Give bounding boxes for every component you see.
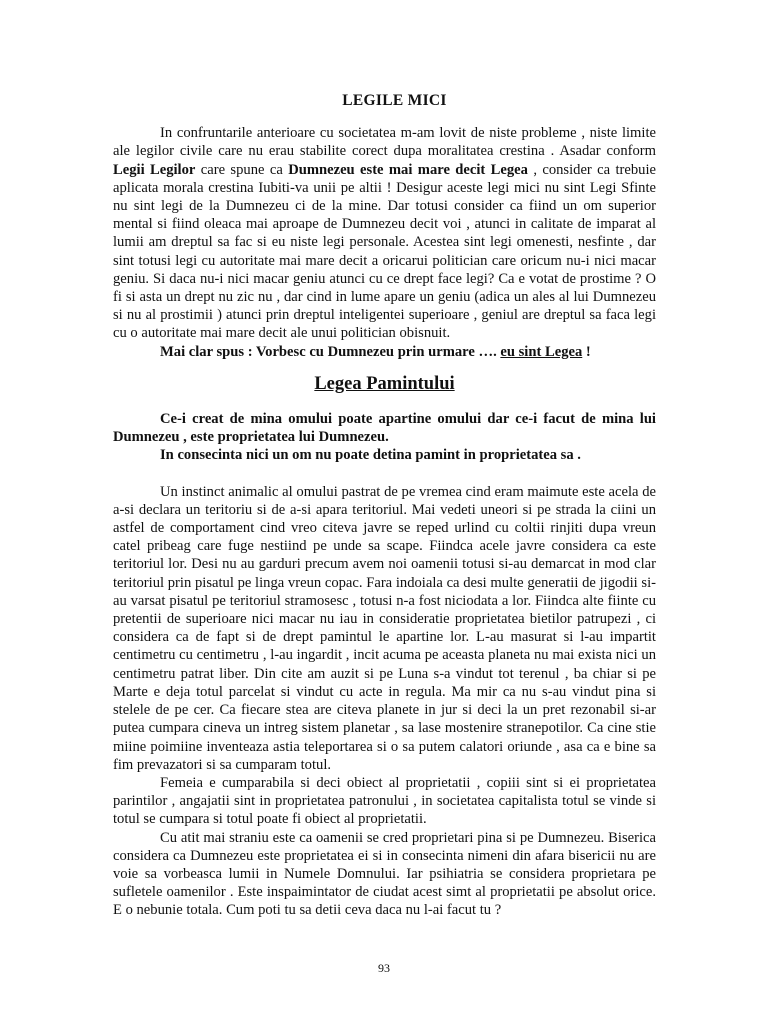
paragraph-intro: [113, 124, 656, 342]
text-run: In confruntarile anterioare cu societatea m-am lovit de niste probleme , niste limite ale legilor civile care nu erau stabilite corect dupa moralitatea crestina . Asadar conform: [113, 125, 656, 160]
text-run: !: [582, 343, 591, 360]
bold-principle: Ce-i creat de mina omului poate apartine omului dar ce-i facut de mina lui Dumnezeu , este proprietatea lui Dumnezeu.: [113, 411, 656, 446]
paragraph-gap: [113, 465, 656, 483]
paragraph-dumnezeu: Cu atit mai straniu este ca oamenii se cred proprietari pina si pe Dumnezeu. Biserica considera ca Dumnezeu este proprietatea ei si in consecinta nimeni din afara bisericii nu are voie sa vorbeasca lumii in Numele Domnului. Iar psihiatria se considera proprietara pe sufletele oamenilor . Este inspaimintator de ciudat acest simt al proprietatii pe absolut orice. E o nebunie totala. Cum poti tu sa detii ceva daca nu l-ai facut tu ?: [113, 829, 656, 919]
page-number: 93: [378, 961, 390, 975]
text-run: Mai clar spus : Vorbesc cu Dumnezeu prin urmare ….: [160, 343, 501, 360]
heading-legea-pamintului: Legea Pamintului: [314, 373, 455, 394]
paragraph-femeia: Femeia e cumparabila si deci obiect al proprietatii , copiii sint si ei proprietatea parintilor , angajatii sint in proprietatea patronului , in societatea capitalista totul se vinde si totul se cumpara si totul poate fi obiect al proprietatii.: [113, 774, 656, 828]
bold-term: Legii Legilor: [113, 161, 196, 178]
paragraph-instinct: Un instinct animalic al omului pastrat de pe vremea cind eram maimute este acela de a-si declara un teritoriu si de a-si apara teritoriul. Mai vedeti uneori si pe strada la ciini un astfel de comportament cind vreo citeva javre se reped urlind cu coltii rinjiti dupa vreun catel pribeag care fuge nestiind pe unde sa scape. Fiindca acele javre considera ca este teritoriul lor. Desi nu au garduri precum avem noi oamenii totusi si-au demarcat in mod clar teritoriul prin pisatul pe linga vreun copac. Fara indoiala ca desi multe generatii de jigodii si-au varsat pisatul pe teritoriul stramosesc , totusi n-a fost niciodata a lor. Fiindca alte fiinte cu pretentii de superioare nici macar nu iau in consideratie proprietatea bietilor patrupezi , ci considera ca de fapt si de drept pamintul le apartine lor. L-au masurat si l-au impartit centimetru cu centimetru , l-au ingardit , incit acuma pe aceasta planeta nu mai exista nici un centimetru patrat liber. Din cite am auzit si pe Luna s-a vindut tot terenul , ba chiar si pe Marte e deja totul parcelat si vindut cu acte in regula. Ma mir ca nu s-au vindut pina si stelele de pe cer. Ca fiecare stea are citeva planete in jur si deci la un pret rezonabil si-ar putea cumpara cineva un intreg sistem planetar , sa lase mostenire stranepotilor. Ca cine stie miine poimiine inventeaza astia teleportarea si o sa putem calatori oriunde , asa ca e bine sa fim prevazatori si sa cumparam totul.: [113, 483, 656, 773]
text-run: In consecinta nici un om nu poate detina pamint in proprietatea sa .: [160, 447, 581, 464]
text-run: care spune ca: [195, 161, 289, 178]
bold-consequence: [113, 446, 656, 464]
bold-phrase: Dumnezeu este mai mare decit Legea: [288, 161, 528, 178]
heading-legile-mici: LEGILE MICI: [342, 92, 447, 109]
statement-line: [113, 343, 656, 361]
text-run: , consider ca trebuie aplicata morala crestina Iubiti-va unii pe altii ! Desigur aceste legi mici nu sint Legi Sfinte nu sint legi de la Dumnezeu ci de la mine. Dar totusi consider ca fiind un om superior mental si fiind oleaca mai aproape de Dumnezeu decit voi , atunci in calitate de imparat al lumii am dreptul sa fac si eu niste legi personale. Acestea sint legi omenesti, nesfinte , dar sint totusi legi cu autoritate mai mare decit a oricarui politician care oricum nu-i nici macar geniu. Si daca nu-i nici macar geniu atunci cu ce drept face legi? Ca e votat de prostime ? O fi si asta un drept nu zic nu , dar cind in lume apare un geniu (adica un ales al lui Dumnezeu si nu al prostimii ) atunci prin dreptul inteligentei superioare , geniul are dreptul sa faca legi cu o autoritate mai mare decit ale unui politician obisnuit.: [113, 161, 657, 342]
underlined-phrase: eu sint Legea: [500, 343, 583, 360]
page-content: [113, 92, 656, 920]
